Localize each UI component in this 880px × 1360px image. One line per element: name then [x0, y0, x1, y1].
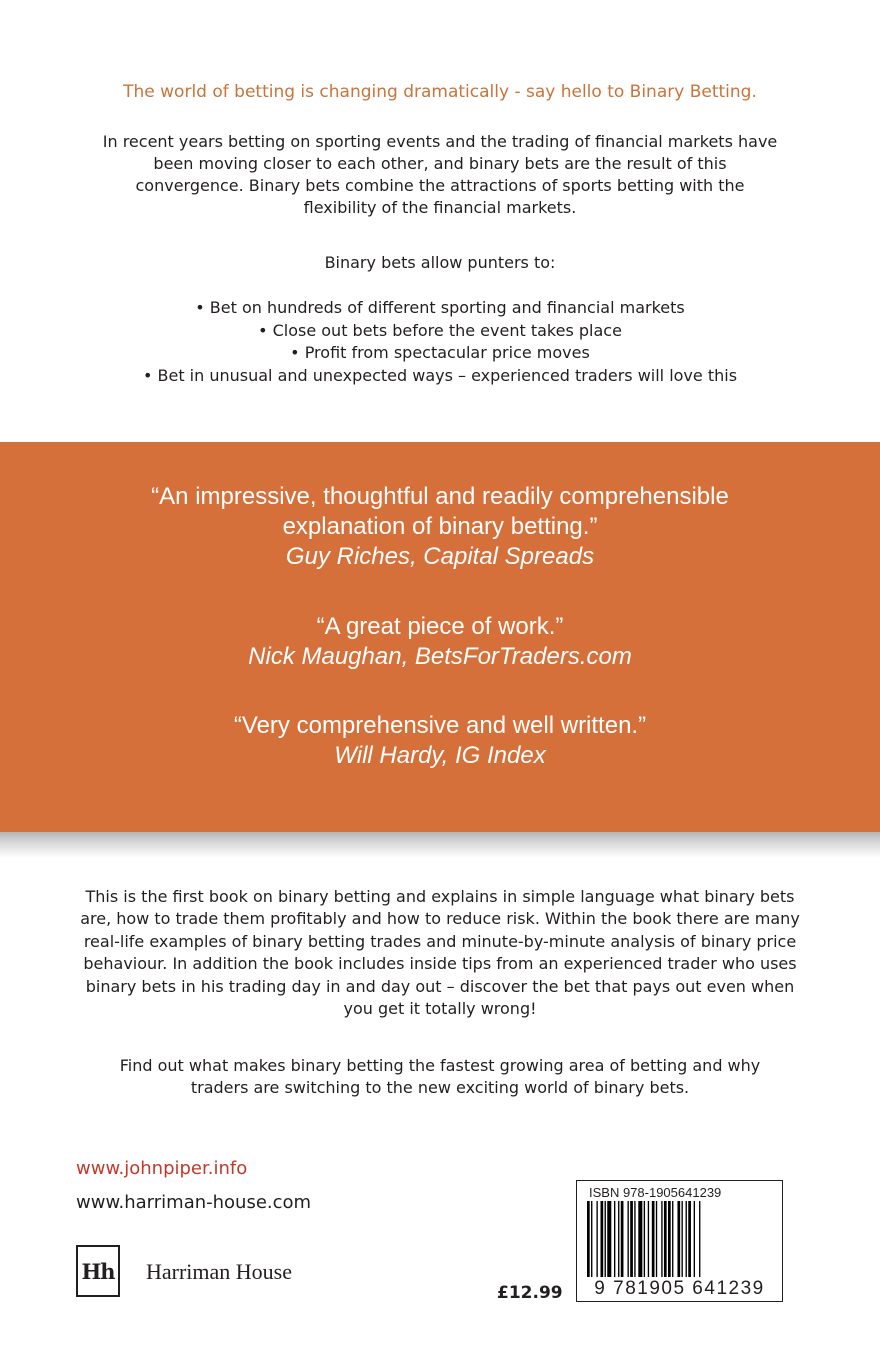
testimonial-quote: “Very comprehensive and well written.”: [233, 712, 647, 739]
publisher-logo-mark: Hh: [81, 1258, 115, 1284]
testimonial: [0, 711, 880, 771]
intro-paragraph: In recent years betting on sporting events and the trading of financial markets have been moving closer to each other, and binary bets are the result of this convergence. Binary bets combine the attractions of sports betting with the flexibility of the financial markets.: [102, 132, 778, 217]
barcode-icon: [585, 1201, 775, 1279]
blurb-top: [0, 0, 880, 442]
benefit-item: • Bet on hundreds of different sporting and financial markets: [0, 297, 880, 320]
testimonial-author: Nick Maughan, BetsForTraders.com: [248, 643, 632, 670]
testimonial-quote: “A great piece of work.”: [316, 613, 564, 640]
tagline: The world of betting is changing dramatically - say hello to Binary Betting.: [123, 82, 757, 102]
benefits-list: [0, 297, 880, 387]
description-paragraph: This is the first book on binary betting and explains in simple language what binary bets are, how to trade them profitably and how to reduce risk. Within the book there are many real-life examples of binary betting trades and minute-by-minute analysis of binary price behaviour. In addition the book includes inside tips from an experienced trader who uses binary bets in his trading day in and day out – discover the bet that pays out even when you get it totally wrong!: [80, 887, 800, 1019]
testimonial-author: Will Hardy, IG Index: [334, 742, 546, 769]
testimonial-author: Guy Riches, Capital Spreads: [285, 543, 595, 570]
isbn-barcode-box: [576, 1180, 783, 1302]
benefit-item: • Bet in unusual and unexpected ways – experienced traders will love this: [0, 365, 880, 388]
benefit-item: • Close out bets before the event takes place: [0, 320, 880, 343]
testimonial-quote: “An impressive, thoughtful and readily comprehensible explanation of binary betting.”: [151, 483, 729, 540]
description-paragraph: Find out what makes binary betting the fastest growing area of betting and why traders are switching to the new exciting world of binary bets.: [119, 1056, 761, 1098]
price: £12.99: [497, 1283, 563, 1303]
benefits-lead: Binary bets allow punters to:: [324, 253, 556, 272]
isbn-digits: 9 781905 641239: [594, 1278, 765, 1299]
testimonial: [0, 482, 880, 572]
publisher-website-link[interactable]: www.harriman-house.com: [76, 1192, 312, 1213]
author-website-link[interactable]: www.johnpiper.info: [76, 1158, 248, 1179]
benefit-item: • Profit from spectacular price moves: [0, 342, 880, 365]
band-shadow: [0, 832, 880, 858]
publisher-name: Harriman House: [146, 1259, 293, 1284]
testimonial: [0, 612, 880, 672]
publisher-logo: [76, 1245, 120, 1297]
isbn-label: ISBN 978-1905641239: [589, 1185, 722, 1200]
